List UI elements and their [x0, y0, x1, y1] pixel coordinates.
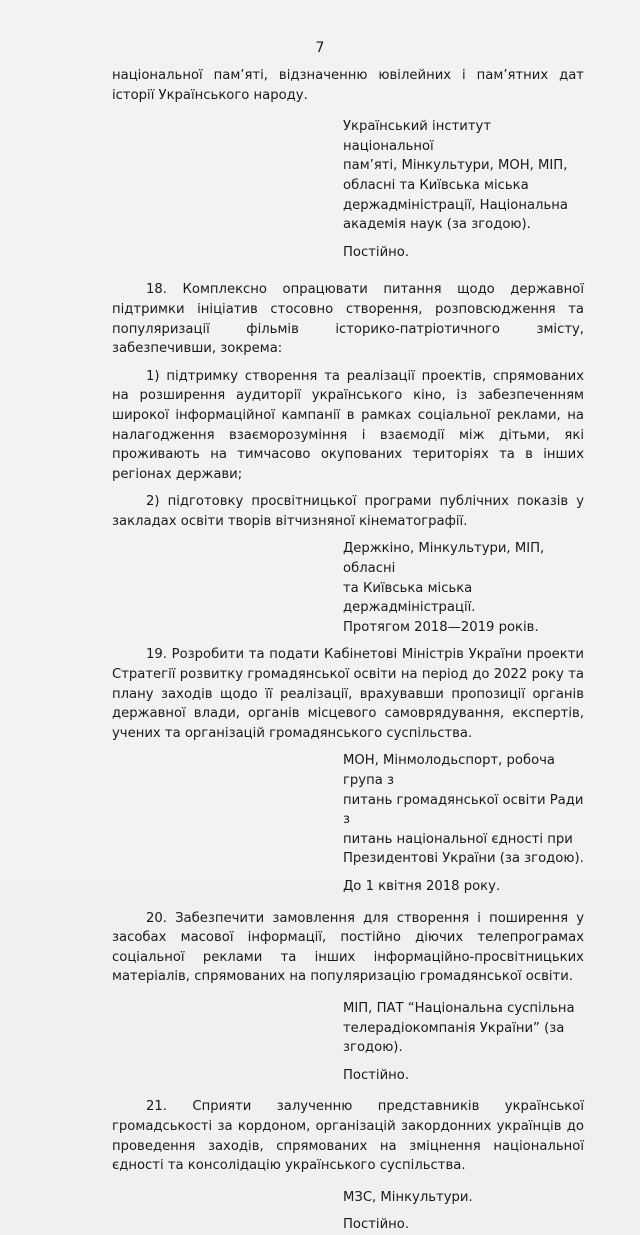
responsible-line: пам’яті, Мінкультури, МОН, МІП,: [343, 158, 568, 174]
item-21-text: 21. Сприяти залученню представників української громадськості за кордоном, організацій закордонних українців до проведення заходів, спрямованих на зміцнення національної єдності та консолідацію українського суспільства.: [112, 1099, 584, 1174]
responsible-line: МЗС, Мінкультури.: [343, 1189, 473, 1205]
deadline-21: Постійно.: [343, 1217, 410, 1233]
responsible-block-1: [343, 117, 584, 235]
responsible-line: держадміністрації, Національна: [343, 197, 568, 213]
responsible-line: телерадіокомпанія України” (за згодою).: [343, 1020, 565, 1056]
item-18-sub-2: 2) підготовку просвітницької програми публічних показів у закладах освіти творів вітчизняної кінематографії.: [112, 494, 584, 529]
deadline-18: Протягом 2018—2019 років.: [343, 619, 539, 635]
deadline-19: До 1 квітня 2018 року.: [343, 878, 501, 894]
responsible-line: Президентові України (за згодою).: [343, 851, 584, 867]
deadline-1: Постійно.: [343, 244, 410, 260]
responsible-line: обласні та Київська міська: [343, 177, 529, 193]
responsible-line: МІП, ПАТ “Національна суспільна: [343, 1000, 575, 1016]
intro-fragment: національної пам’яті, відзначенню ювілейних і пам’ятних дат історії Українського народу.: [112, 68, 584, 103]
page-number: 7: [315, 40, 325, 56]
responsible-line: питань громадянської освіти Ради з: [343, 792, 584, 828]
item-19-text: 19. Розробити та подати Кабінетові Міністрів України проекти Стратегії розвитку громадянської освіти на період до 2022 року та плану заходів щодо її реалізації, врахувавши пропозиції органів державної влади, органів місцевого самоврядування, експертів, учених та організацій громадянського суспільства.: [112, 647, 584, 741]
document-body: [112, 66, 584, 1235]
item-20-text: 20. Забезпечити замовлення для створення і поширення у засобах масової інформації, постійно діючих телепрограмах соціальної реклами та інших інформаційно-просвітницьких матеріалів, спрямованих на популяризацію громадянської освіти.: [112, 910, 584, 985]
deadline-20: Постійно.: [343, 1067, 410, 1083]
responsible-block-18: [343, 539, 584, 617]
item-18-text: 18. Комплексно опрацювати питання щодо державної підтримки ініціатив стосовно створення, розповсюдження та популяризації фільмів історико-патріотичного змісту, забезпечивши, зокрема:: [112, 282, 584, 357]
responsible-line: та Київська міська держадміністрації.: [343, 580, 476, 616]
responsible-block-20: [343, 999, 584, 1058]
responsible-block-19: [343, 751, 584, 869]
responsible-line: питань національної єдності при: [343, 831, 573, 847]
item-18-sub-1: 1) підтримку створення та реалізації проектів, спрямованих на розширення аудиторії українського кіно, із забезпеченням широкої інформаційної кампанії в рамках соціальної реклами, на налагодження взаєморозуміння і взаємодії між дітьми, які проживають на тимчасово окупованих територіях та в інших регіонах держави;: [112, 368, 584, 482]
responsible-line: Держкіно, Мінкультури, МІП, обласні: [343, 541, 545, 577]
responsible-line: академія наук (за згодою).: [343, 217, 531, 233]
responsible-line: Український інститут національної: [343, 119, 492, 154]
responsible-line: МОН, Мінмолодьспорт, робоча група з: [343, 753, 556, 788]
responsible-block-21: [343, 1188, 584, 1208]
